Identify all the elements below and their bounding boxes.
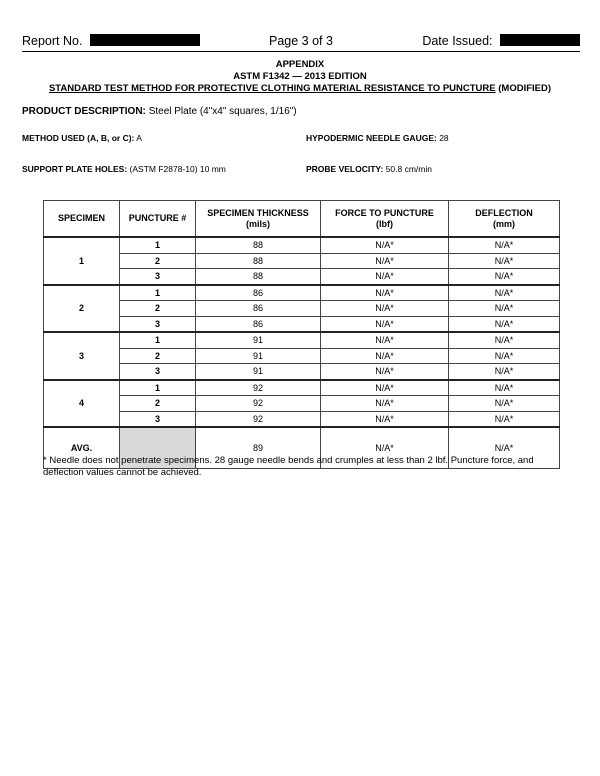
header-thickness-label: SPECIMEN THICKNESS [207,207,309,218]
header-thickness [196,201,321,238]
table-row [44,269,560,285]
table-row [44,364,560,380]
product-description-value: Steel Plate (4"x4" squares, 1/16") [148,106,297,117]
title-method-main: STANDARD TEST METHOD FOR PROTECTIVE CLOTHING MATERIAL RESISTANCE TO PUNCTURE [48,83,496,94]
force-cell: N/A* [321,285,449,301]
deflection-cell: N/A* [449,301,560,317]
table-row [44,411,560,427]
deflection-cell: N/A* [449,411,560,427]
method-used [22,133,142,143]
probe-velocity-label: PROBE VELOCITY: [306,164,384,174]
puncture-cell: 2 [120,348,196,364]
specimen-cell: 2 [44,285,120,333]
deflection-cell: N/A* [449,348,560,364]
table-row [44,348,560,364]
thickness-cell: 92 [196,411,321,427]
puncture-cell: 3 [120,316,196,332]
puncture-cell: 1 [120,380,196,396]
date-issued-label: Date Issued: [422,34,493,48]
header-deflection-unit: (mm) [493,218,515,229]
method-used-value: A [136,133,142,143]
thickness-cell: 88 [196,269,321,285]
redacted-date [500,34,580,46]
thickness-cell: 88 [196,237,321,253]
deflection-cell: N/A* [449,253,560,269]
document-title [0,59,600,95]
average-label: AVG. [44,427,120,469]
date-issued [422,34,580,48]
force-cell: N/A* [321,411,449,427]
force-cell: N/A* [321,348,449,364]
thickness-cell: 92 [196,380,321,396]
deflection-cell: N/A* [449,332,560,348]
puncture-cell: 1 [120,285,196,301]
page-header [22,33,580,52]
page-number: Page 3 of 3 [269,34,333,48]
thickness-cell: 91 [196,364,321,380]
deflection-cell: N/A* [449,285,560,301]
table-footnote: * Needle does not penetrate specimens. 28 gauge needle bends and crumples at less than 2 lbf. Puncture force, and deflection values cannot be achieved. [43,455,534,478]
force-cell: N/A* [321,396,449,412]
product-description [22,106,297,117]
support-plate-holes-label: SUPPORT PLATE HOLES: [22,164,128,174]
force-cell: N/A* [321,237,449,253]
average-force: N/A* [321,427,449,469]
puncture-cell: 3 [120,364,196,380]
thickness-cell: 86 [196,316,321,332]
title-method [0,83,600,95]
thickness-cell: 88 [196,253,321,269]
deflection-cell: N/A* [449,316,560,332]
needle-gauge-label: HYPODERMIC NEEDLE GAUGE: [306,133,437,143]
product-description-label: PRODUCT DESCRIPTION: [22,106,146,117]
force-cell: N/A* [321,269,449,285]
header-force-unit: (lbf) [376,218,393,229]
method-used-label: METHOD USED (A, B, or C): [22,133,135,143]
title-method-suffix: (MODIFIED) [495,83,552,94]
thickness-cell: 91 [196,348,321,364]
probe-velocity [306,164,432,174]
force-cell: N/A* [321,316,449,332]
support-plate-holes [22,164,226,174]
force-cell: N/A* [321,380,449,396]
table-row [44,380,560,396]
puncture-cell: 3 [120,411,196,427]
table-row [44,332,560,348]
table-row [44,316,560,332]
specimen-cell: 4 [44,380,120,428]
header-force [321,201,449,238]
puncture-cell: 2 [120,253,196,269]
table-row [44,285,560,301]
puncture-cell: 1 [120,237,196,253]
probe-velocity-value: 50.8 cm/min [385,164,432,174]
puncture-results-table [43,200,560,469]
average-deflection: N/A* [449,427,560,469]
title-standard: ASTM F1342 — 2013 EDITION [233,71,367,82]
specimen-cell: 3 [44,332,120,380]
table-row [44,396,560,412]
deflection-cell: N/A* [449,364,560,380]
support-plate-holes-value: (ASTM F2878-10) 10 mm [129,164,226,174]
force-cell: N/A* [321,253,449,269]
puncture-cell: 2 [120,301,196,317]
thickness-cell: 86 [196,285,321,301]
table-row [44,253,560,269]
needle-gauge [306,133,449,143]
header-specimen: SPECIMEN [44,201,120,238]
deflection-cell: N/A* [449,269,560,285]
specimen-cell: 1 [44,237,120,285]
force-cell: N/A* [321,364,449,380]
header-thickness-unit: (mils) [245,218,270,229]
average-thickness: 89 [196,427,321,469]
puncture-cell: 3 [120,269,196,285]
title-appendix: APPENDIX [275,59,325,70]
header-puncture: PUNCTURE # [120,201,196,238]
puncture-cell: 2 [120,396,196,412]
table-header-row [44,201,560,238]
needle-gauge-value: 28 [439,133,449,143]
thickness-cell: 91 [196,332,321,348]
force-cell: N/A* [321,332,449,348]
thickness-cell: 86 [196,301,321,317]
deflection-cell: N/A* [449,396,560,412]
table-row [44,237,560,253]
header-force-label: FORCE TO PUNCTURE [335,207,434,218]
header-deflection [449,201,560,238]
table-row [44,301,560,317]
deflection-cell: N/A* [449,237,560,253]
thickness-cell: 92 [196,396,321,412]
force-cell: N/A* [321,301,449,317]
header-deflection-label: DEFLECTION [475,207,533,218]
puncture-cell: 1 [120,332,196,348]
report-number-label: Report No. [22,34,83,48]
deflection-cell: N/A* [449,380,560,396]
